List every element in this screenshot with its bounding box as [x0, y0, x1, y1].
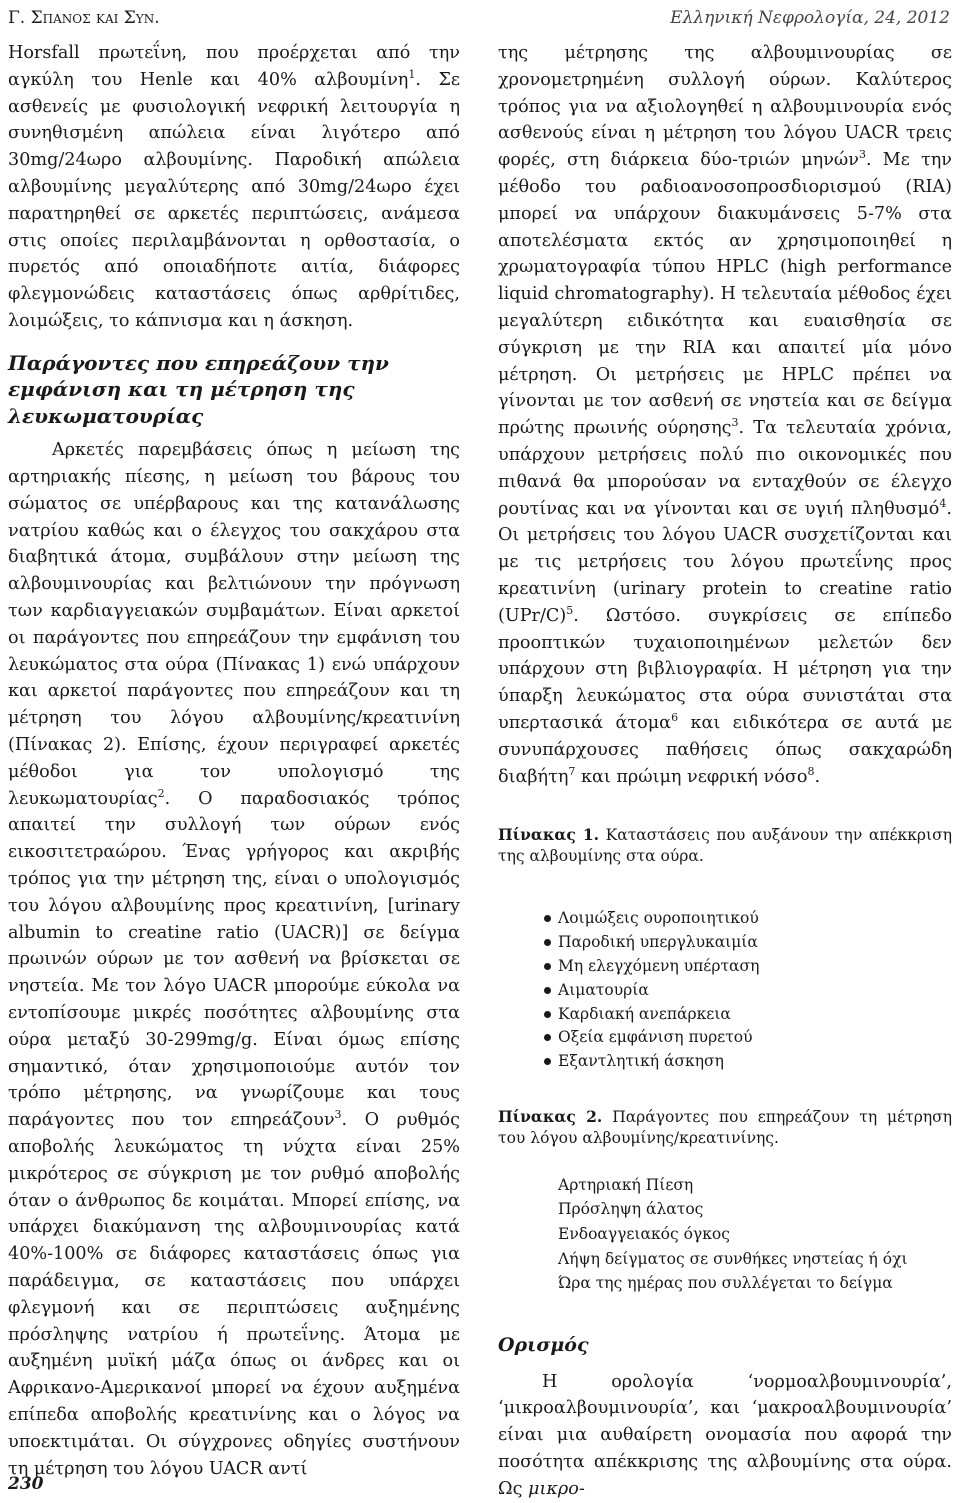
- list-item: Λήψη δείγματος σε συνθήκες νηστείας ή όχι: [558, 1249, 908, 1268]
- table-1-caption: Πίνακας 1. Καταστάσεις που αυξάνουν την απέκκριση της αλβουμίνης στα ούρα.: [498, 825, 952, 866]
- list-item: Οξεία εμφάνιση πυρετού: [544, 1026, 952, 1050]
- list-item: Μη ελεγχόμενη υπέρταση: [544, 955, 952, 979]
- header-authors: Γ. Σπανος και Συν.: [8, 8, 160, 28]
- bullet-icon: [544, 1034, 551, 1041]
- definition-paragraph: Η ορολογία ‘νορμοαλβουμινουρία’, ‘μικροαλβουμινουρία’, και ‘μακροαλβουμινουρία’ είναι μια αυθαίρετη ονομασία που αφορά την ποσότητα απέκκρισης της αλβουμίνης στα ούρα. Ως μικρο-: [498, 1371, 952, 1499]
- right-paragraph-1: της μέτρησης της αλβουμινουρίας σε χρονομετρημένη συλλογή ούρων. Καλύτερος τρόπος για να αξιολογηθεί η αλβουμινουρία ενός ασθενούς είναι η μέτρηση του λόγου UACR τρεις φορές, στη διάρκεια δύο-τριών μηνών$^3$. Με την μέθοδο του ραδιοανοσοπροσδιορισμού (RIA) μπορεί να υπάρχουν διακυμάνσεις 5-7% στα αποτελέσματα εκτός αν χρησιμοποιηθεί η χρωματογραφία τύπου HPLC (high performance liquid chromatography). Η τελευταία μέθοδος έχει μεγαλύτερη ειδικότητα και ευαισθησία σε σύγκριση με την RIA και απαιτεί μία μόνο μέτρηση. Οι μετρήσεις με HPLC πρέπει να γίνονται με τον ασθενή σε νηστεία και σε δείγμα πρώτης πρωινής ούρησης$^3$. Τα τελευταία χρόνια, υπάρχουν μετρήσεις πολύ πιο οικονομικές που πιθανά θα μπορούσαν να ενταχθούν σε έλεγχο ρουτίνας και να γίνονται και σε υγιή πληθυσμό$^4$. Οι μετρήσεις του λόγου UACR συσχετίζονται και με τις μετρήσεις του λόγου πρωτεΐνης προς κρεατινίνη (urinary protein to creatine ratio $(UPr/C)^5$. Ωστόσο. συγκρίσεις σε επίπεδο προοπτικών τυχαιοποιημένων μελετών δεν υπάρχουν στη βιβλιογραφία. Η μέτρηση για την ύπαρξη λευκώματος στα ούρα συνιστάται στα υπερτασικά άτομα$^6$ και ειδικότερα σε αυτά με συνυπάρχουσες παθήσεις όπως σακχαρώδη διαβήτη$^7$ και πρώιμη νεφρική νόσο$^8$.: [498, 43, 952, 787]
- list-item: Αιματουρία: [544, 979, 952, 1003]
- bullet-icon: [544, 1011, 551, 1018]
- definition-title: Ορισμός: [498, 1333, 589, 1356]
- table-2-list: [558, 1173, 952, 1296]
- bullet-icon: [544, 963, 551, 970]
- page-number: 230: [8, 1474, 44, 1494]
- section-title: Παράγοντες που επηρεάζουν την εμφάνιση και τη μέτρηση της λευκωματουρίας: [8, 350, 389, 428]
- left-paragraph-1: Horsfall πρωτεΐνη, που προέρχεται από την αγκύλη του Henle και 40% αλβουμίνη$^1$. Σε ασθενείς με φυσιολογική νεφρική λειτουργία η συνηθισμένη απώλεια είναι λιγότερο από 30mg/24ωρο αλβουμίνης. Παροδική απώλεια αλβουμίνης μεγαλύτερης από 30mg/24ωρο έχει παρατηρηθεί σε αρκετές περιπτώσεις, ανάμεσα στις οποίες περιλαμβάνονται η ορθοστασία, ο πυρετός από οποιαδήποτε αιτία, διάφορες φλεγμονώδεις καταστάσεις όπως αρθρίτιδες, λοιμώξεις, το κάπνισμα και η άσκηση.: [8, 43, 461, 331]
- list-item: Εξαντλητική άσκηση: [544, 1050, 952, 1074]
- left-column: [8, 40, 460, 1482]
- bullet-icon: [544, 1058, 551, 1065]
- list-item: Πρόσληψη άλατος: [558, 1200, 704, 1219]
- list-item: Ώρα της ημέρας που συλλέγεται το δείγμα: [558, 1274, 893, 1293]
- left-paragraph-2: Αρκετές παρεμβάσεις όπως η μείωση της αρτηριακής πίεσης, η μείωση του βάρους του σώματος σε υπέρβαρους και της κατανάλωσης νατρίου καθώς και ο έλεγχος του σακχάρου στα διαβητικά άτομα, συμβάλουν στην μείωση της αλβουμινουρίας και βελτιώνουν την πρόγνωση των καρδιαγγειακών συμβαμάτων. Είναι αρκετοί οι παράγοντες που επηρεάζουν την εμφάνιση του λευκώματος στα ούρα (Πίνακας 1) ενώ υπάρχουν και αρκετοί παράγοντες που επηρεάζουν και τη μέτρηση του λόγου αλβουμίνης/κρεατινίνη (Πίνακας 2). Επίσης, έχουν περιγραφεί αρκετές μέθοδοι για τον υπολογισμό της λευκωματουρίας$^2$. Ο παραδοσιακός τρόπος απαιτεί την συλλογή των ούρων ενός εικοσιτετραώρου. Ένας γρήγορος και ακριβής τρόπος για την μέτρηση της, είναι ο υπολογισμός του λόγου αλβουμίνης προς κρεατινίνη, [urinary albumin to creatine ratio (UACR)] σε δείγμα πρωινών ούρων με τον ασθενή να βρίσκεται σε νηστεία. Με τον λόγο UACR μπορούμε εύκολα να εντοπίσουμε μικρές ποσότητες αλβουμίνης στα ούρα μεταξύ 30-299mg/g. Είναι όμως επίσης σημαντικό, όταν χρησιμοποιούμε αυτόν τον τρόπο μέτρησης, να γνωρίζουμε και τους παράγοντες που τον επηρεάζουν$^3$. Ο ρυθμός αποβολής λευκώματος τη νύχτα είναι 25% μικρότερος σε σύγκριση με τον ρυθμό αποβολής όταν ο άνθρωπος δε κοιμάται. Μπορεί επίσης, να υπάρχει διακύμανση της αλβουμινουρίας κατά 40%-100% σε διάφορες καταστάσεις όπως για παράδειγμα, σε καταστάσεις που υπάρχει φλεγμονή και σε περιπτώσεις αυξημένης πρόσληψης νατρίου ή πρωτεΐνης. Άτομα με αυξημένη μυϊκή μάζα όπως οι άνδρες και οι Αφρικανο-Αμερικανοί μπορεί να έχουν αυξημένα επίπεδα αποβολής κρεατινίνης και ο λόγος να υποεκτιμάται. Οι σύγχρονες οδηγίες συστήνουν τη μέτρηση του λόγου UACR αντί: [8, 440, 460, 1479]
- header-journal: Ελληνική Νεφρολογία, 24, 2012: [670, 8, 950, 28]
- list-item: Λοιμώξεις ουροποιητικού: [544, 907, 952, 931]
- list-item: Παροδική υπεργλυκαιμία: [544, 931, 952, 955]
- running-header: [0, 8, 960, 34]
- list-item: Αρτηριακή Πίεση: [558, 1175, 694, 1194]
- list-item: Ενδοαγγειακός όγκος: [558, 1225, 730, 1244]
- table-2-caption: Πίνακας 2. Παράγοντες που επηρεάζουν τη μέτρηση του λόγου αλβουμίνης/κρεατινίνης.: [498, 1106, 952, 1147]
- bullet-icon: [544, 915, 551, 922]
- right-column: [498, 40, 952, 1503]
- table-1-list: [544, 907, 952, 1074]
- bullet-icon: [544, 939, 551, 946]
- list-item: Καρδιακή ανεπάρκεια: [544, 1003, 952, 1027]
- bullet-icon: [544, 987, 551, 994]
